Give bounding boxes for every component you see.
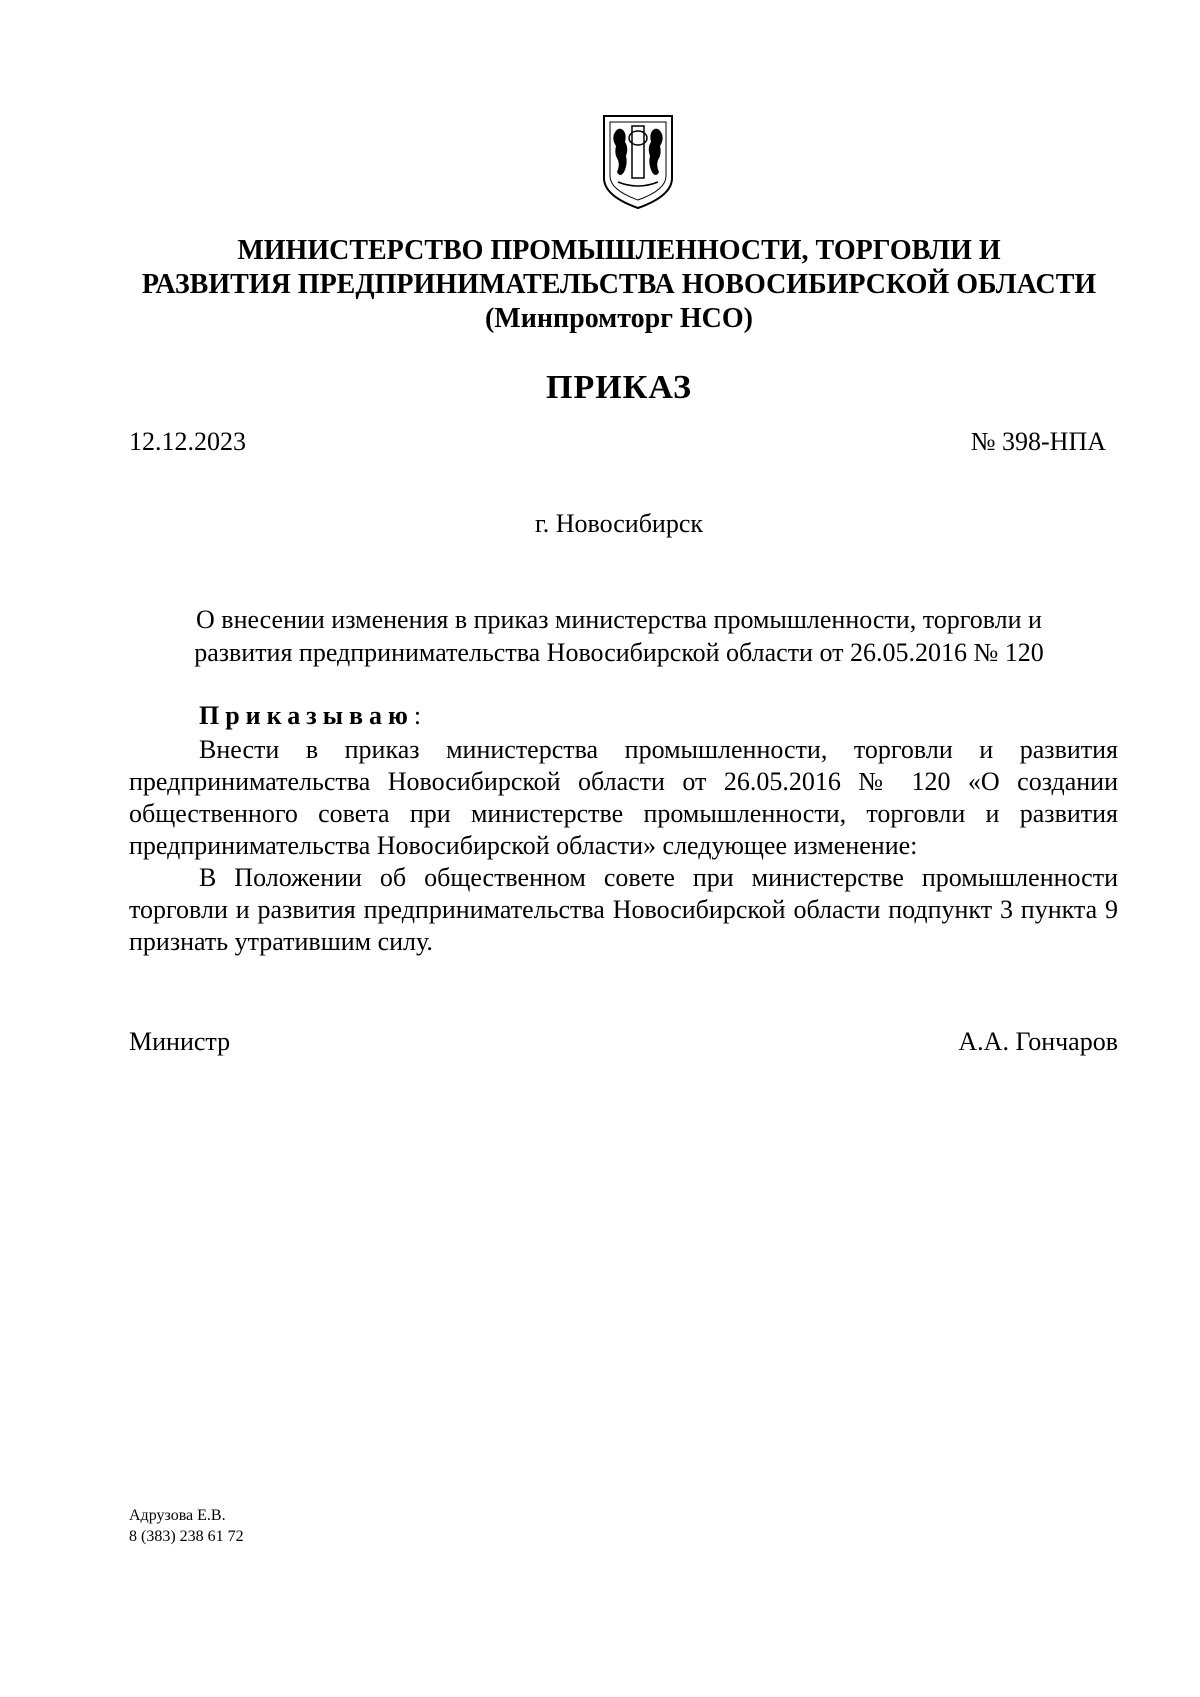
document-type: ПРИКАЗ (546, 369, 692, 406)
signatory-title: Министр (129, 1027, 231, 1056)
order-word (199, 700, 421, 732)
document-city: г. Новосибирск (534, 509, 704, 538)
org-line-2: РАЗВИТИЯ ПРЕДПРИНИМАТЕЛЬСТВА НОВОСИБИРСКОЙ ОБЛАСТИ (141, 269, 1097, 300)
body-paragraph-2: В Положении об общественном совете при министерстве промышленности торговли и развития предпринимательства Новосибирской области подпункт 3 пункта 9 признать утратившим силу. (129, 863, 1118, 956)
organization-name (120, 234, 1118, 336)
subject-line-2: развития предпринимательства Новосибирской области от 26.05.2016 № 120 (194, 638, 1044, 667)
document-body (129, 734, 1118, 958)
executor-info (129, 1505, 244, 1547)
org-short-name: (Минпромторг НСО) (484, 303, 754, 334)
coat-of-arms-icon (598, 112, 678, 212)
executor-name: Адрузова Е.В. (129, 1507, 226, 1524)
executor-phone: 8 (383) 238 61 72 (129, 1528, 244, 1545)
order-word-colon: : (413, 701, 422, 730)
org-line-1: МИНИСТЕРСТВО ПРОМЫШЛЕННОСТИ, ТОРГОВЛИ И (237, 235, 1001, 266)
document-date: 12.12.2023 (129, 427, 246, 456)
document-number: № 398-НПА (970, 427, 1106, 456)
signatory-name: А.А. Гончаров (958, 1027, 1118, 1056)
order-word-text: Приказываю (199, 701, 414, 730)
document-subject (120, 603, 1118, 669)
body-paragraph-1: Внести в приказ министерства промышленности, торговли и развития предпринимательства Новосибирской области от 26.05.2016 № 120 «О создании общественного совета при министерстве промышленности, торговли и развития предпринимательства Новосибирской области» следующее изменение: (129, 735, 1118, 860)
subject-line-1: О внесении изменения в приказ министерства промышленности, торговли и (196, 605, 1042, 634)
